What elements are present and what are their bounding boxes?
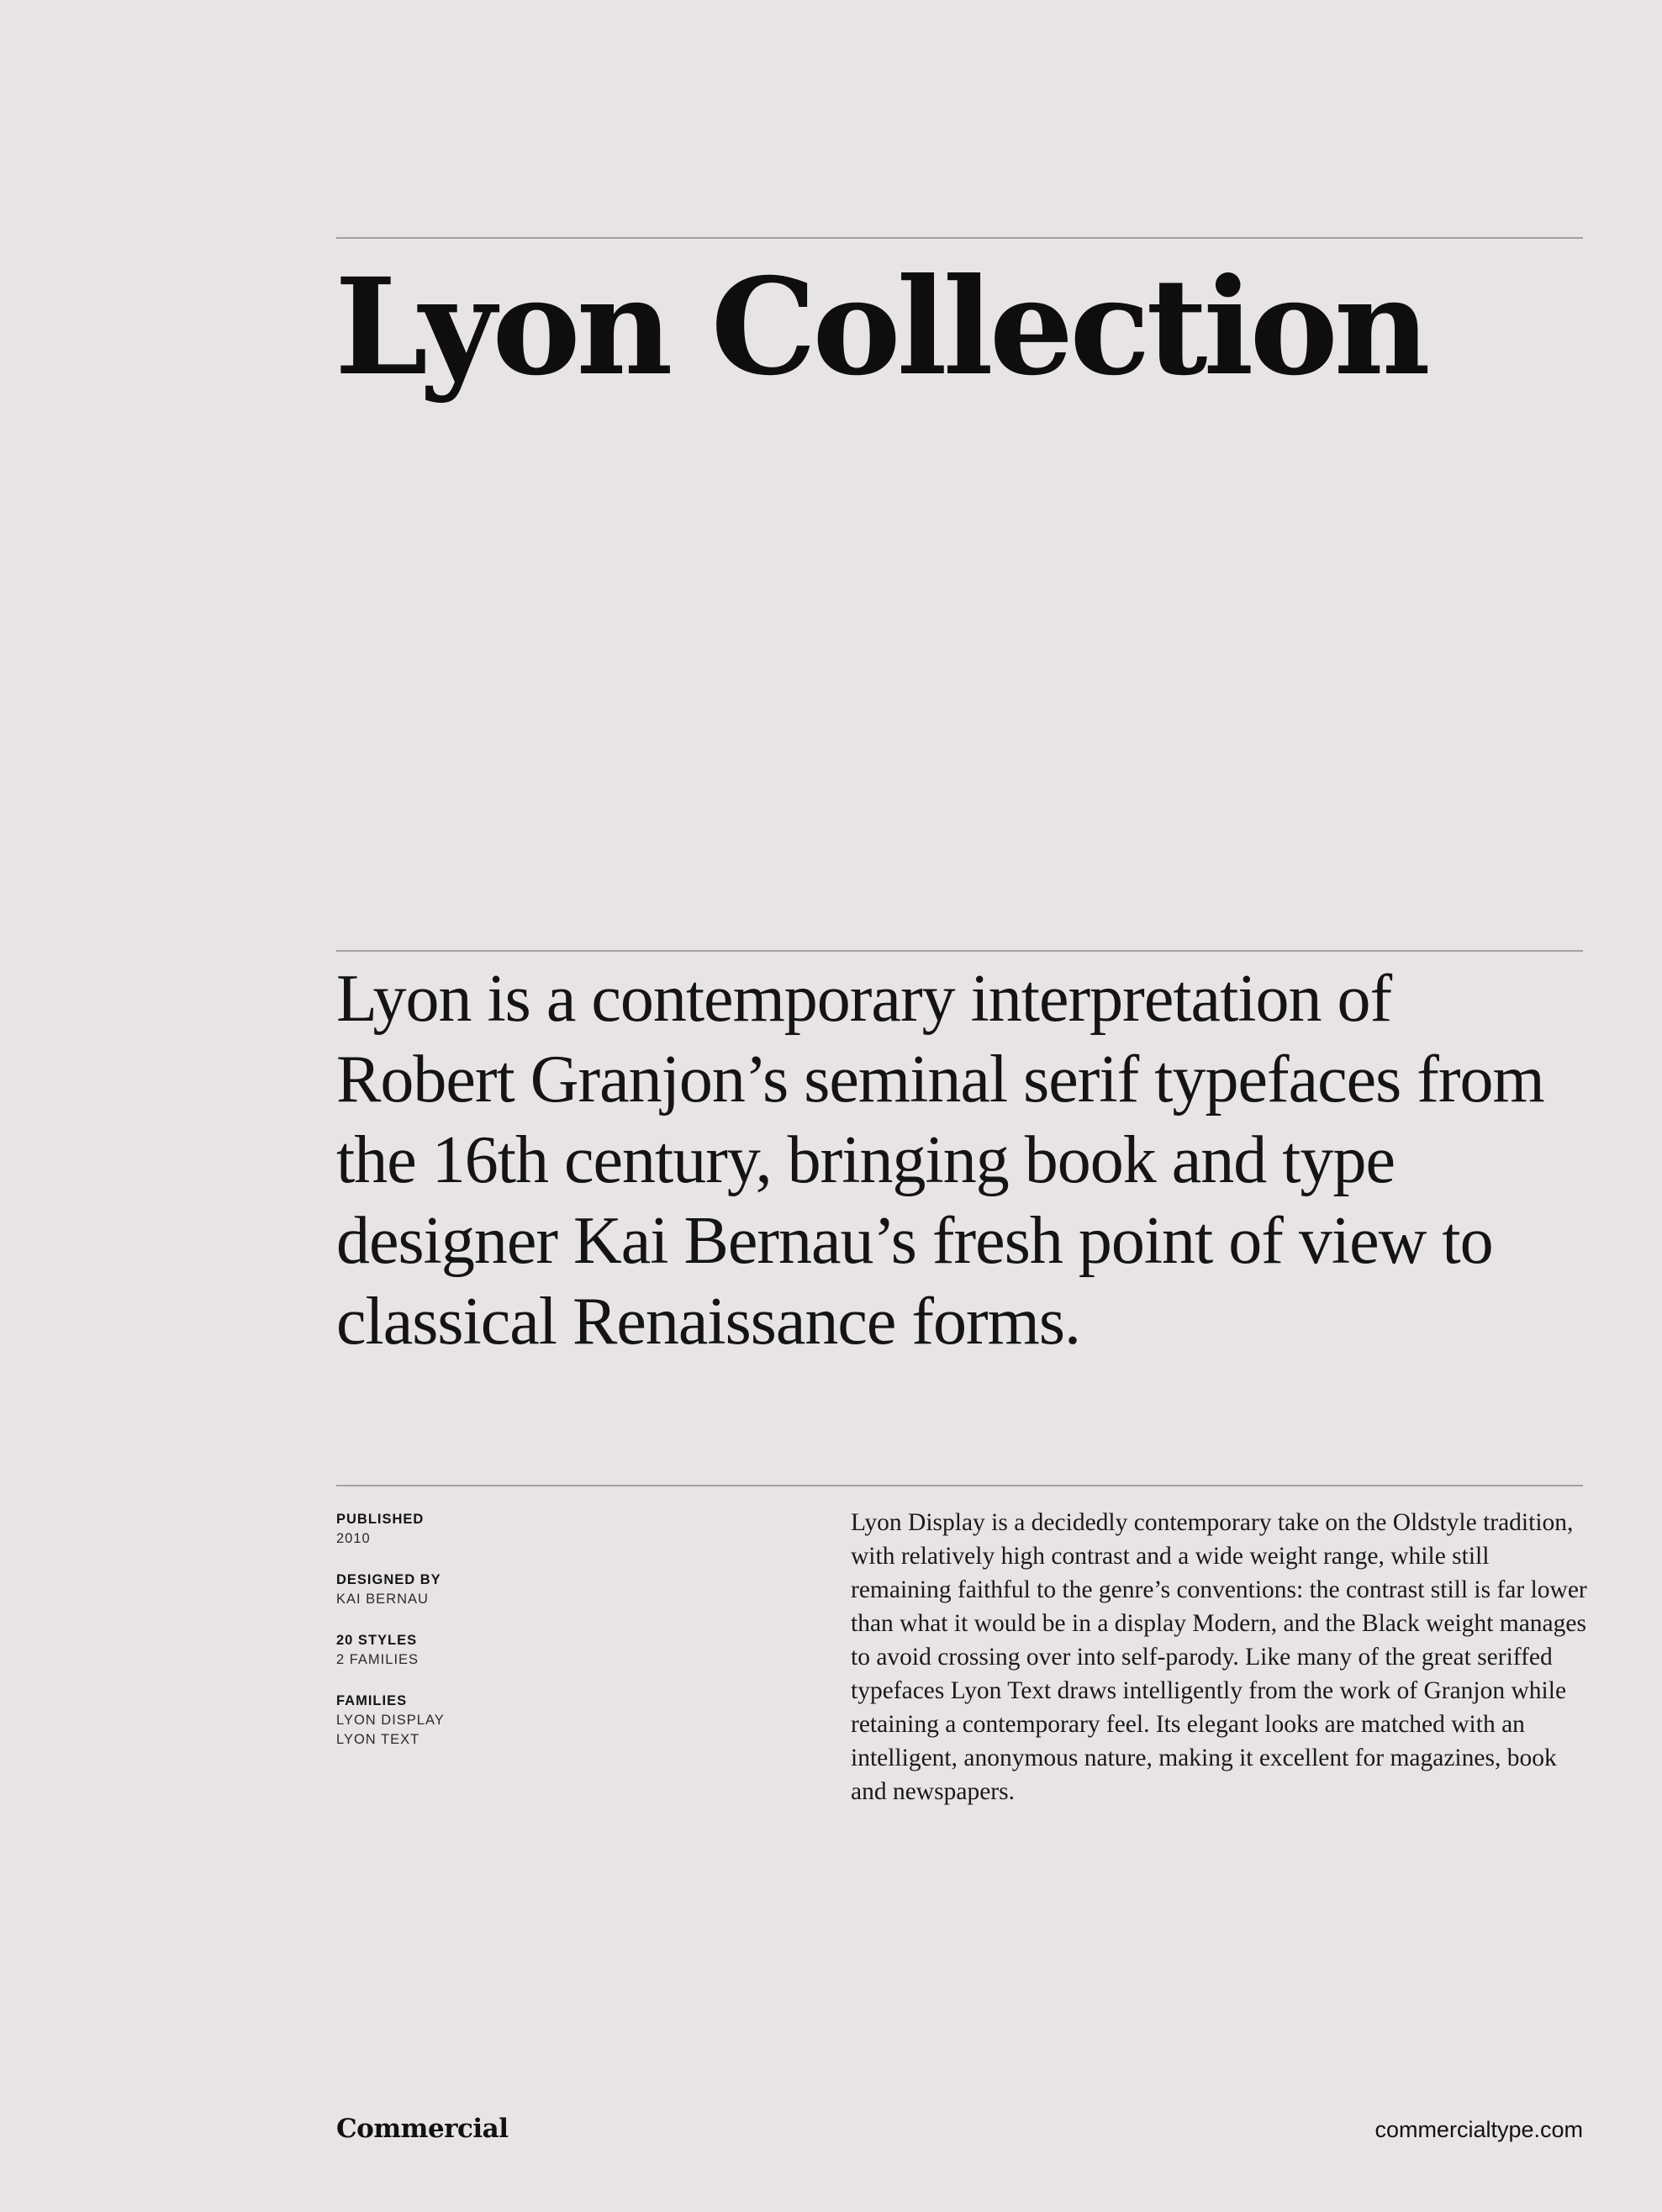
intro-divider — [336, 950, 1583, 952]
meta-published — [336, 1510, 673, 1549]
meta-styles-label: 20 STYLES — [336, 1633, 418, 1648]
details-divider — [336, 1485, 1583, 1486]
meta-designer — [336, 1571, 673, 1609]
meta-family-item: LYON DISPLAY — [336, 1713, 445, 1728]
description-paragraph: Lyon Display is a decidedly contemporary take on the Oldstyle tradition, with relatively high contrast and a wide weight range, while still remaining faithful to the genre’s conventions: the contrast still is far lower than what it would be in a display Modern, and the Black weight manages to avoid crossing over into self-parody. Like many of the great seriffed typefaces Lyon Text draws intelligently from the work of Granjon while retaining a contemporary feel. Its elegant looks are matched with an intelligent, anonymous nature, making it excellent for magazines, book and newspapers. — [851, 1509, 1587, 1805]
commercial-logo: Commercial — [336, 2114, 509, 2144]
page-title: Lyon Collection — [335, 250, 1427, 405]
meta-published-value: 2010 — [336, 1531, 371, 1546]
metadata-column — [336, 1510, 673, 1771]
meta-families-label: FAMILIES — [336, 1693, 408, 1708]
meta-families — [336, 1692, 673, 1750]
top-divider — [336, 237, 1583, 239]
footer-url-link[interactable]: commercialtype.com — [1374, 2117, 1583, 2142]
meta-styles — [336, 1631, 673, 1670]
meta-family-item: LYON TEXT — [336, 1732, 420, 1747]
meta-designer-value: KAI BERNAU — [336, 1592, 429, 1607]
meta-styles-value: 2 FAMILIES — [336, 1652, 419, 1667]
intro-paragraph: Lyon is a contemporary interpretation of Robert Granjon’s seminal serif typefaces from the 16th century, bringing book and type designer Kai Bernau’s fresh point of view to classical Renaissance forms. — [336, 962, 1544, 1359]
meta-designer-label: DESIGNED BY — [336, 1572, 441, 1587]
meta-published-label: PUBLISHED — [336, 1512, 425, 1527]
